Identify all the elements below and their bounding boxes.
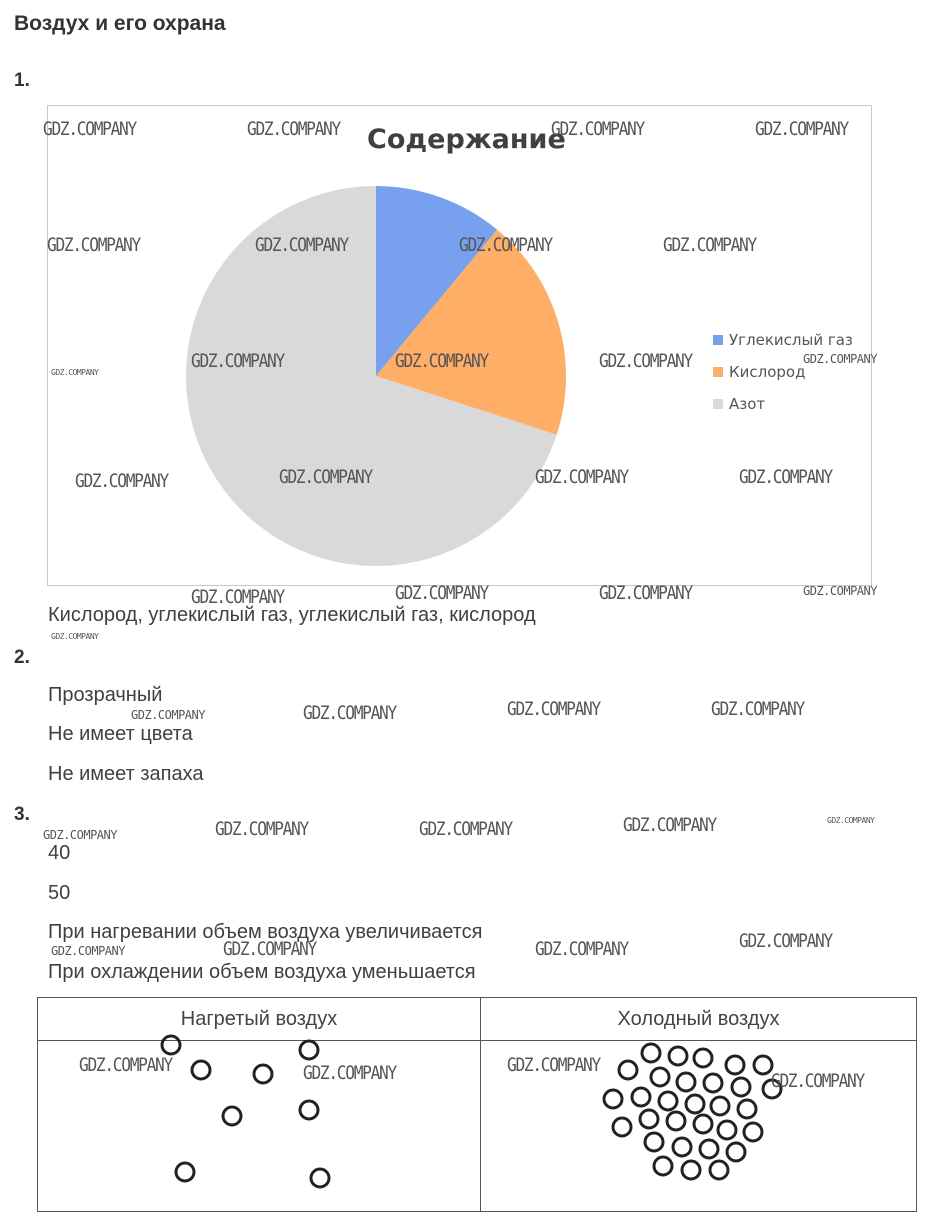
watermark: GDZ.COMPANY <box>739 466 832 488</box>
legend-label: Углекислый газ <box>729 331 853 349</box>
watermark: GDZ.COMPANY <box>419 818 512 840</box>
cold-molecule <box>632 1088 650 1106</box>
cold-molecule <box>694 1049 712 1067</box>
heated-molecule <box>176 1163 194 1181</box>
watermark: GDZ.COMPANY <box>79 1054 172 1076</box>
cold-molecule <box>651 1068 669 1086</box>
legend-label: Азот <box>729 395 766 413</box>
watermark: GDZ.COMPANY <box>507 698 600 720</box>
cold-molecule <box>677 1073 695 1091</box>
watermark: GDZ.COMPANY <box>191 350 284 372</box>
watermark: GDZ.COMPANY <box>43 118 136 140</box>
heated-molecule <box>300 1101 318 1119</box>
task-3-line: При охлаждении объем воздуха уменьшается <box>48 961 476 983</box>
watermark: GDZ.COMPANY <box>247 118 340 140</box>
watermark: GDZ.COMPANY <box>395 350 488 372</box>
heated-molecule <box>300 1041 318 1059</box>
heated-molecule <box>223 1107 241 1125</box>
task-3-number: 3. <box>14 804 30 825</box>
watermark: GDZ.COMPANY <box>507 1054 600 1076</box>
heated-molecule <box>162 1036 180 1054</box>
watermark: GDZ.COMPANY <box>551 118 644 140</box>
watermark: GDZ.COMPANY <box>623 814 716 836</box>
watermark: GDZ.COMPANY <box>255 234 348 256</box>
cold-molecule <box>686 1095 704 1113</box>
cold-molecule <box>711 1097 729 1115</box>
watermark: GDZ.COMPANY <box>535 466 628 488</box>
page-title: Воздух и его охрана <box>14 12 226 35</box>
cold-molecule <box>613 1118 631 1136</box>
watermark-small: GDZ.COMPANY <box>51 368 99 377</box>
task-1-answer: Кислород, углекислый газ, углекислый газ, кислород <box>48 604 536 626</box>
table-header-heated: Нагретый воздух <box>38 998 481 1041</box>
cold-molecule <box>642 1044 660 1062</box>
chart-title: Содержание <box>367 124 566 155</box>
watermark-small: GDZ.COMPANY <box>131 708 205 722</box>
cold-molecule <box>659 1092 677 1110</box>
cold-molecule <box>640 1110 658 1128</box>
task-3-line: 50 <box>48 882 71 904</box>
cold-molecule <box>727 1143 745 1161</box>
cold-molecule <box>726 1056 744 1074</box>
watermark-small: GDZ.COMPANY <box>43 828 117 842</box>
task-1-number: 1. <box>14 70 30 91</box>
cold-molecule <box>654 1157 672 1175</box>
cold-molecule <box>669 1047 687 1065</box>
watermark-small: GDZ.COMPANY <box>803 584 877 598</box>
cold-molecule <box>744 1123 762 1141</box>
task-2-line: Не имеет цвета <box>48 723 193 745</box>
watermark-small: GDZ.COMPANY <box>51 944 125 958</box>
watermark: GDZ.COMPANY <box>395 582 488 604</box>
watermark: GDZ.COMPANY <box>75 470 168 492</box>
watermark: GDZ.COMPANY <box>739 930 832 952</box>
watermark: GDZ.COMPANY <box>755 118 848 140</box>
watermark: GDZ.COMPANY <box>223 938 316 960</box>
cold-molecule <box>700 1140 718 1158</box>
watermark: GDZ.COMPANY <box>459 234 552 256</box>
heated-molecule <box>311 1169 329 1187</box>
cold-molecule <box>673 1138 691 1156</box>
cold-molecule <box>682 1161 700 1179</box>
task-2-line: Прозрачный <box>48 684 163 706</box>
task-2-line: Не имеет запаха <box>48 763 204 785</box>
task-2-number: 2. <box>14 647 30 668</box>
cold-molecule <box>718 1121 736 1139</box>
cold-molecule <box>704 1074 722 1092</box>
cold-molecule <box>619 1061 637 1079</box>
cold-molecule <box>667 1112 685 1130</box>
watermark: GDZ.COMPANY <box>279 466 372 488</box>
watermark-small: GDZ.COMPANY <box>803 352 877 366</box>
watermark: GDZ.COMPANY <box>663 234 756 256</box>
watermark: GDZ.COMPANY <box>599 350 692 372</box>
watermark: GDZ.COMPANY <box>711 698 804 720</box>
cold-molecule <box>754 1056 772 1074</box>
heated-molecule <box>192 1061 210 1079</box>
watermark: GDZ.COMPANY <box>303 1062 396 1084</box>
watermark: GDZ.COMPANY <box>771 1070 864 1092</box>
legend-label: Кислород <box>729 363 806 381</box>
cold-molecule <box>604 1090 622 1108</box>
watermark: GDZ.COMPANY <box>215 818 308 840</box>
watermark: GDZ.COMPANY <box>191 586 284 608</box>
task-3-line: При нагревании объем воздуха увеличивается <box>48 921 483 943</box>
cold-molecule <box>694 1115 712 1133</box>
cold-molecule <box>645 1133 663 1151</box>
heated-molecule <box>254 1065 272 1083</box>
watermark-small: GDZ.COMPANY <box>51 632 99 641</box>
watermark: GDZ.COMPANY <box>535 938 628 960</box>
task-3-line: 40 <box>48 842 71 864</box>
watermark: GDZ.COMPANY <box>599 582 692 604</box>
table-header-cold: Холодный воздух <box>481 998 917 1041</box>
watermark: GDZ.COMPANY <box>303 702 396 724</box>
watermark-small: GDZ.COMPANY <box>827 816 875 825</box>
cold-molecule <box>710 1161 728 1179</box>
watermark: GDZ.COMPANY <box>47 234 140 256</box>
cold-molecule <box>732 1078 750 1096</box>
cold-molecule <box>738 1100 756 1118</box>
